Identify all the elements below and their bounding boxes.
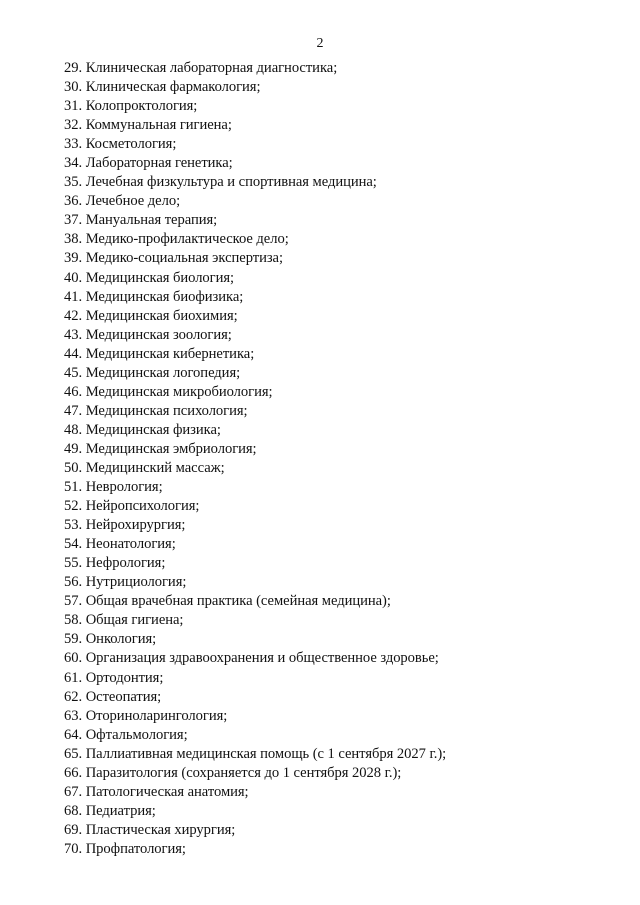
list-item: 59. Онкология; (64, 631, 157, 648)
list-item: 47. Медицинская психология; (64, 402, 248, 419)
list-item: 57. Общая врачебная практика (семейная медицина); (64, 593, 391, 610)
list-item: 35. Лечебная физкультура и спортивная медицина; (64, 174, 377, 191)
list-item: 70. Профпатология; (64, 840, 186, 857)
list-item: 63. Оториноларингология; (64, 707, 228, 724)
list-item: 58. Общая гигиена; (64, 612, 184, 629)
list-item: 49. Медицинская эмбриология; (64, 440, 257, 457)
specialties-list (64, 59, 624, 859)
list-item: 60. Организация здравоохранения и общественное здоровье; (64, 650, 439, 667)
list-item: 43. Медицинская зоология; (64, 326, 232, 343)
page-number: 2 (316, 36, 324, 51)
list-item: 50. Медицинский массаж; (64, 459, 225, 476)
list-item: 34. Лабораторная генетика; (64, 155, 233, 172)
list-item: 45. Медицинская логопедия; (64, 364, 241, 381)
list-item: 29. Клиническая лабораторная диагностика; (64, 60, 338, 76)
list-item: 31. Колопроктология; (64, 98, 198, 115)
list-item: 65. Паллиативная медицинская помощь (с 1 сентября 2027 г.); (64, 745, 447, 762)
list-item: 67. Патологическая анатомия; (64, 783, 249, 800)
list-item: 46. Медицинская микробиология; (64, 383, 273, 400)
list-item: 51. Неврология; (64, 479, 163, 496)
list-item: 33. Косметология; (64, 136, 177, 153)
list-item: 62. Остеопатия; (64, 688, 162, 705)
list-item: 61. Ортодонтия; (64, 669, 164, 686)
list-item: 53. Нейрохирургия; (64, 517, 186, 534)
list-item: 54. Неонатология; (64, 536, 176, 553)
list-item: 44. Медицинская кибернетика; (64, 345, 255, 362)
list-item: 30. Клиническая фармакология; (64, 79, 261, 96)
list-item: 42. Медицинская биохимия; (64, 307, 238, 324)
list-item: 36. Лечебное дело; (64, 193, 181, 210)
list-item: 55. Нефрология; (64, 555, 166, 572)
list-item: 68. Педиатрия; (64, 802, 156, 819)
list-item: 64. Офтальмология; (64, 726, 188, 743)
list-item: 48. Медицинская физика; (64, 421, 221, 438)
list-item: 37. Мануальная терапия; (64, 212, 218, 229)
list-item: 52. Нейропсихология; (64, 498, 200, 515)
list-item: 39. Медико-социальная экспертиза; (64, 250, 283, 267)
list-item: 66. Паразитология (сохраняется до 1 сентября 2028 г.); (64, 764, 402, 781)
list-item: 40. Медицинская биология; (64, 269, 235, 286)
list-item: 41. Медицинская биофизика; (64, 288, 244, 305)
list-item: 38. Медико-профилактическое дело; (64, 231, 289, 248)
list-item: 69. Пластическая хирургия; (64, 821, 236, 838)
list-item: 56. Нутрициология; (64, 574, 187, 591)
list-item: 32. Коммунальная гигиена; (64, 117, 232, 134)
